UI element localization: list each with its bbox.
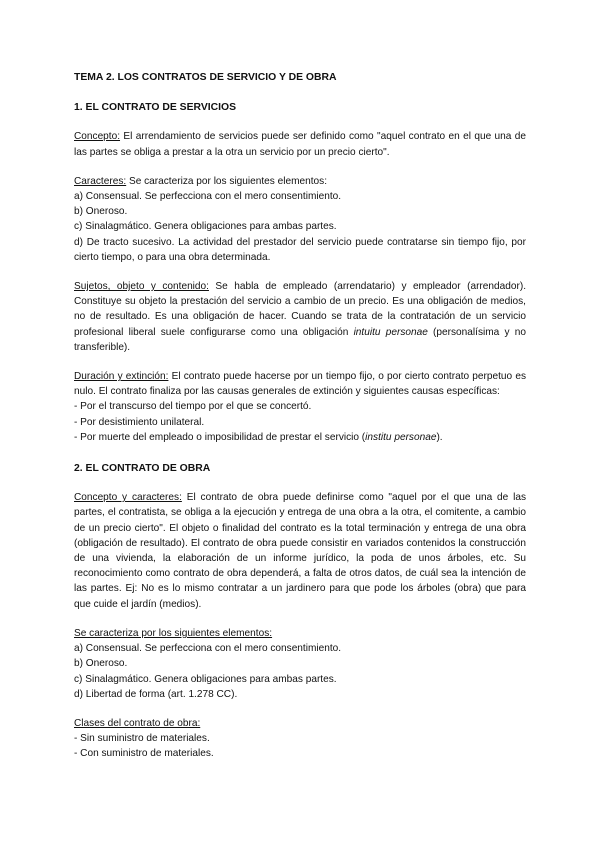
concepto-label: Concepto:	[74, 131, 121, 143]
obra-concepto-label: Concepto y caracteres:	[74, 492, 182, 504]
caracteres-item: a) Consensual. Se perfecciona con el mero consentimiento.	[74, 191, 342, 203]
caracteres-block	[74, 174, 526, 265]
obra-clases-item: - Con suministro de materiales.	[74, 748, 214, 760]
obra-concepto-text: El contrato de obra puede definirse como "aquel por el que una de las partes, el contratista, se obliga a la ejecución y entrega de una obra a la otra, el comitente, a cambio de un precio cierto". El objeto o finalidad del contrato es la total terminación y entrega de una obra (obligación de resultado). El contrato de obra puede consistir en variados contenidos la construcción de una vivienda, la elaboración de un informe jurídico, la poda de unos árboles, etc. Su reconocimiento como contrato de obra dependerá, a falta de otros datos, de cuál sea la intención de las partes. Ej: No es lo mismo contratar a un jardinero para que pode los árboles (obra) que para que cuide el jardín (medios).	[74, 492, 526, 610]
caracteres-intro: Se caracteriza por los siguientes elementos:	[126, 175, 328, 187]
sujetos-italic: intuitu personae	[353, 326, 428, 338]
obra-elementos-item: a) Consensual. Se perfecciona con el mero consentimiento.	[74, 643, 342, 655]
concepto-paragraph	[74, 129, 526, 159]
duracion-last-prefix: - Por muerte del empleado o imposibilidad de prestar el servicio (	[74, 431, 366, 443]
obra-clases-item: - Sin suministro de materiales.	[74, 733, 210, 745]
duracion-item-last	[74, 430, 526, 445]
caracteres-item: b) Oneroso.	[74, 206, 128, 218]
document-title: TEMA 2. LOS CONTRATOS DE SERVICIO Y DE OBRA	[74, 72, 337, 83]
caracteres-label: Caracteres:	[74, 175, 127, 187]
obra-concepto-paragraph	[74, 490, 526, 612]
duracion-item: - Por el transcurso del tiempo por el que se concertó.	[74, 401, 312, 413]
sujetos-label: Sujetos, objeto y contenido:	[74, 281, 209, 293]
obra-elementos-item: c) Sinalagmático. Genera obligaciones para ambas partes.	[74, 673, 337, 685]
caracteres-intro-line	[74, 174, 526, 189]
obra-clases-label: Clases del contrato de obra:	[74, 717, 201, 729]
duracion-text: El contrato puede hacerse por un tiempo fijo, o por cierto contrato perpetuo es nulo. El contrato finaliza por las causas generales de extinción y siguientes causas específicas:	[74, 371, 526, 398]
sujetos-paragraph	[74, 279, 526, 355]
caracteres-item: d) De tracto sucesivo. La actividad del prestador del servicio puede contratarse sin tiempo fijo, por cierto tiempo, o para una obra determinada.	[74, 236, 526, 263]
caracteres-item: c) Sinalagmático. Genera obligaciones para ambas partes.	[74, 221, 337, 233]
duracion-intro-line	[74, 369, 526, 399]
obra-elementos-label: Se caracteriza por los siguientes elementos:	[74, 627, 273, 639]
sujetos-tail: (personalísima y no transferible).	[74, 326, 526, 353]
obra-clases-block	[74, 716, 526, 762]
duracion-last-suffix: ).	[436, 431, 443, 443]
duracion-last-italic: institu personae	[365, 431, 437, 443]
section-1-heading: 1. EL CONTRATO DE SERVICIOS	[74, 102, 237, 114]
duracion-block	[74, 369, 526, 445]
obra-elementos-item: b) Oneroso.	[74, 658, 128, 670]
duracion-item: - Por desistimiento unilateral.	[74, 416, 205, 428]
section-2-heading: 2. EL CONTRATO DE OBRA	[74, 463, 211, 475]
concepto-text: El arrendamiento de servicios puede ser definido como "aquel contrato en el que una de las partes se obliga a prestar a la otra un servicio por un precio cierto".	[74, 131, 526, 158]
duracion-label: Duración y extinción:	[74, 371, 169, 383]
sujetos-text: Se habla de empleado (arrendatario) y empleador (arrendador). Constituye su objeto la prestación del servicio a cambio de un precio. Es una obligación de medios, no de resultado. Es una obligación de hacer. Cuando se trata de la contratación de un servicio profesional liberal suele configurarse como una obligación	[74, 281, 526, 338]
obra-elementos-block	[74, 626, 526, 702]
obra-elementos-item: d) Libertad de forma (art. 1.278 CC).	[74, 688, 238, 700]
